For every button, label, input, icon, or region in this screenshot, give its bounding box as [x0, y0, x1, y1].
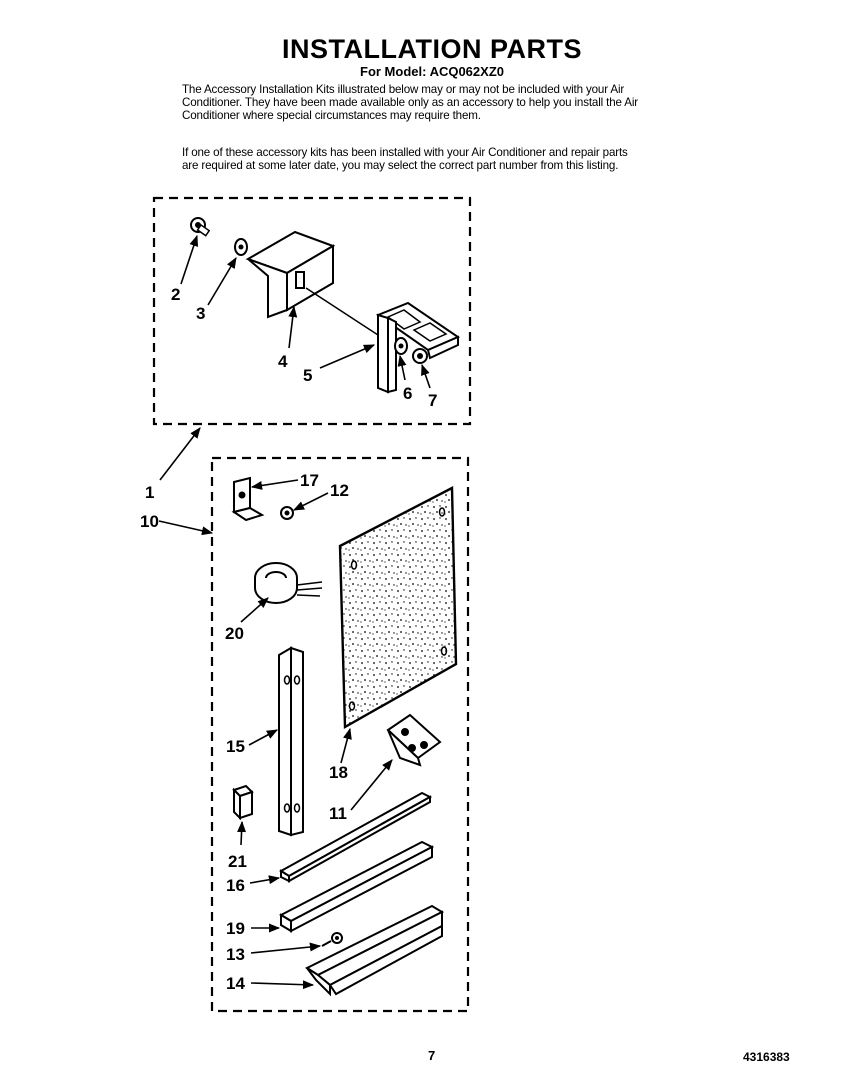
callout-2: 2: [171, 285, 181, 304]
callout-11: 11: [329, 804, 347, 823]
callout-12: 12: [330, 481, 349, 500]
page-number: 7: [428, 1048, 436, 1063]
screw-part-13: [322, 933, 342, 946]
page-title: INSTALLATION PARTS: [282, 34, 582, 64]
assembly-line: [306, 288, 378, 335]
callout-5: 5: [303, 366, 313, 385]
callout-1: 1: [145, 483, 155, 502]
support-bracket-part-5: [378, 303, 458, 392]
washer-part-3: [235, 239, 247, 255]
callout-4: 4: [278, 352, 288, 371]
bracket-block-part-4: [248, 232, 333, 317]
tape-roll-part-20: [255, 563, 322, 603]
vertical-angle-part-15: [279, 648, 303, 835]
callout-17: 17: [300, 471, 319, 490]
washer-part-6: [395, 338, 407, 354]
callout-14: 14: [226, 974, 245, 993]
screw-part-2: [191, 218, 209, 236]
document-number: 4316383: [743, 1050, 790, 1064]
model-subtitle: For Model: ACQ062XZ0: [360, 64, 504, 79]
callout-10: 10: [140, 512, 159, 531]
callout-20: 20: [225, 624, 244, 643]
callout-15: 15: [226, 737, 245, 756]
callout-7: 7: [428, 391, 438, 410]
intro-paragraph-1: The Accessory Installation Kits illustrated below may or may not be included with your Air Conditioner. They have been made available only as an accessory to help you install the Air Conditioner where special circumstances may require them.: [182, 83, 638, 122]
callout-3: 3: [196, 304, 206, 323]
clip-part-11: [388, 715, 440, 765]
small-block-part-21: [234, 786, 252, 818]
callout-16: 16: [226, 876, 245, 895]
intro-paragraph-2: If one of these accessory kits has been installed with your Air Conditioner and repair parts are required at some later date, you may select the correct part number from this listing.: [182, 146, 628, 172]
angle-bracket-part-17: [234, 478, 262, 520]
screw-part-12: [281, 507, 293, 519]
sill-channel-part-14: [307, 906, 442, 994]
callout-21: 21: [228, 852, 247, 871]
foam-panel-part-18: [340, 488, 456, 727]
callout-6: 6: [403, 384, 413, 403]
callout-18: 18: [329, 763, 348, 782]
callout-13: 13: [226, 945, 245, 964]
nut-part-7: [413, 349, 427, 363]
callout-19: 19: [226, 919, 245, 938]
